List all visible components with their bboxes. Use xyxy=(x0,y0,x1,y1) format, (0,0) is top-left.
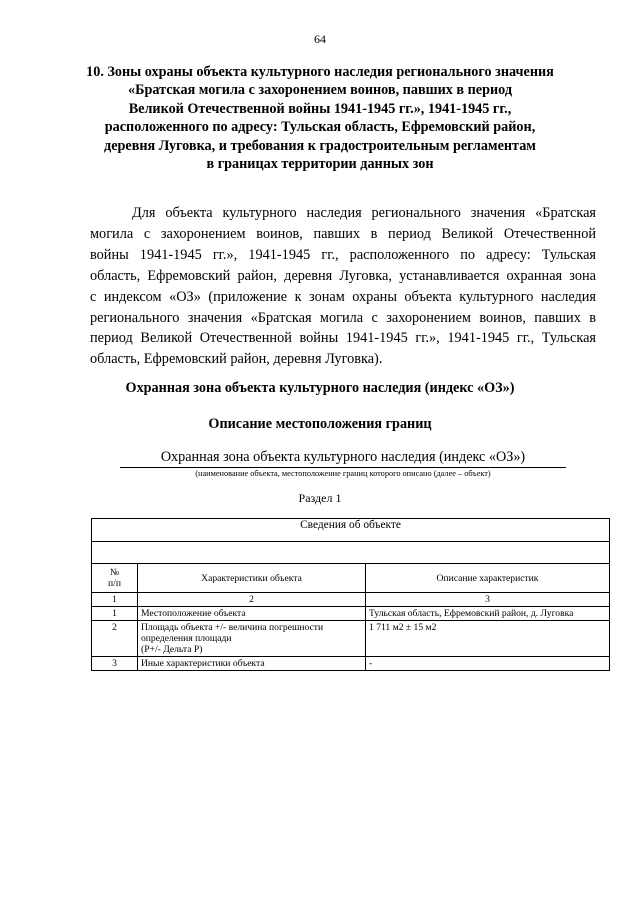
row-characteristic-line: (P+/- Дельта P) xyxy=(141,644,203,655)
section-title-line: 10. Зоны охраны объекта культурного наследия регионального значения xyxy=(86,64,554,80)
body-line: область, Ефремовский район, деревня Луговка). xyxy=(90,351,383,368)
column-number: 3 xyxy=(366,593,610,607)
section-title-line: в границах территории данных зон xyxy=(206,156,434,173)
row-characteristic: Местоположение объекта xyxy=(138,607,366,621)
column-number: 1 xyxy=(92,593,138,607)
row-characteristic: Иные характеристики объекта xyxy=(138,657,366,671)
table-row xyxy=(92,657,610,671)
row-description: Тульская область, Ефремовский район, д. Луговка xyxy=(366,607,610,621)
table-spacer-row xyxy=(92,542,610,564)
body-line: период Великой Отечественной войны 1941-1945 гг.», 1941-1945 гг., Тульская xyxy=(90,330,596,347)
body-paragraph xyxy=(90,203,596,370)
section-title-line: деревня Луговка, и требования к градостроительным регламентам xyxy=(104,137,536,154)
section-title-line: расположенного по адресу: Тульская область, Ефремовский район, xyxy=(104,119,536,136)
body-line: с индексом «ОЗ» (приложение к зонам охраны объекта культурного наследия xyxy=(90,288,596,305)
row-num: 3 xyxy=(92,657,138,671)
column-number: 2 xyxy=(138,593,366,607)
object-name-note: (наименование объекта, местоположение границ которого описано (далее – объект) xyxy=(195,469,491,478)
table-caption-row xyxy=(92,519,610,542)
header-description: Описание характеристик xyxy=(366,564,610,593)
section-title-line: «Братская могила с захоронением воинов, павших в период xyxy=(127,82,513,99)
object-info-table xyxy=(91,518,610,671)
row-num: 2 xyxy=(92,621,138,657)
page-number: 64 xyxy=(314,32,326,46)
section-title-line: Великой Отечественной войны 1941-1945 гг.», 1941-1945 гг., xyxy=(128,100,512,117)
row-num: 1 xyxy=(92,607,138,621)
body-line: область, Ефремовский район, деревня Луговка, устанавливается охранная зона xyxy=(90,267,596,284)
body-line: войны 1941-1945 гг.», 1941-1945 гг., расположенного по адресу: Тульская xyxy=(90,246,596,263)
row-characteristic-line: определения площади xyxy=(141,633,232,644)
header-num-line: п/п xyxy=(108,578,121,589)
object-name: Охранная зона объекта культурного наследия (индекс «ОЗ») xyxy=(120,449,566,468)
section-label: Раздел 1 xyxy=(298,491,342,505)
row-characteristic-line: Площадь объекта +/- величина погрешности xyxy=(141,622,324,633)
section-title xyxy=(80,63,560,173)
body-line: могила с захоронением воинов, павших в период Великой Отечественной xyxy=(90,225,596,242)
boundaries-heading: Описание местоположения границ xyxy=(208,416,432,432)
zone-heading: Охранная зона объекта культурного наследия (индекс «ОЗ») xyxy=(125,380,515,396)
table-row xyxy=(92,607,610,621)
header-num-line: № xyxy=(109,567,120,578)
table-header-row xyxy=(92,564,610,593)
header-characteristics: Характеристики объекта xyxy=(138,564,366,593)
header-num xyxy=(92,564,138,593)
row-description: - xyxy=(366,657,610,671)
row-description: 1 711 м2 ± 15 м2 xyxy=(366,621,610,657)
body-line: Для объекта культурного наследия регионального значения «Братская xyxy=(132,205,596,221)
table-caption: Сведения об объекте xyxy=(92,519,610,542)
body-line: регионального значения «Братская могила с захоронением воинов, павших в xyxy=(90,309,596,326)
table-row xyxy=(92,621,610,657)
table-spacer-cell xyxy=(92,542,610,564)
column-numbers-row xyxy=(92,593,610,607)
row-characteristic xyxy=(138,621,366,657)
